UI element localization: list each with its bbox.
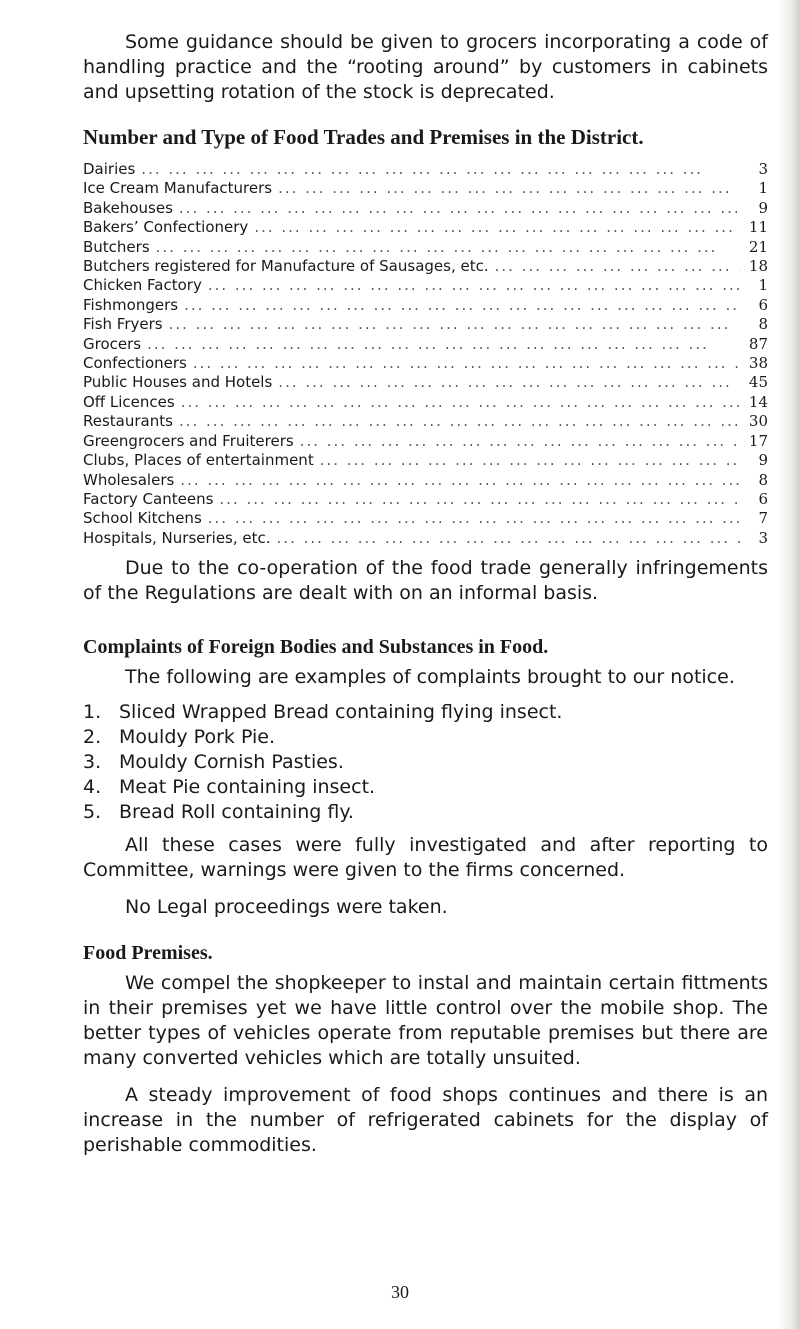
trade-count: 1 xyxy=(758,276,768,295)
trade-row xyxy=(83,432,768,451)
item-number: 5. xyxy=(83,801,102,824)
trade-label: Wholesalers xyxy=(83,470,175,489)
trade-label: Confectioners xyxy=(83,354,187,373)
trade-row xyxy=(83,471,768,490)
trade-count: 6 xyxy=(758,295,768,314)
trade-row xyxy=(83,373,768,392)
complaints-heading: Complaints of Foreign Bodies and Substances in Food. xyxy=(83,636,549,659)
trade-label: Fishmongers xyxy=(83,295,179,314)
trade-label: Clubs, Places of entertainment xyxy=(83,451,314,470)
leader-dots xyxy=(184,296,740,315)
trade-count: 3 xyxy=(758,528,768,547)
trade-count: 7 xyxy=(758,509,768,528)
list-item xyxy=(83,800,768,825)
leader-dots xyxy=(179,199,740,218)
leader-dots xyxy=(277,529,740,548)
leader-dots xyxy=(180,471,740,490)
list-item xyxy=(83,725,768,750)
leader-dots xyxy=(495,257,740,276)
trade-label: Ice Cream Manufacturers xyxy=(83,179,273,198)
leader-dots xyxy=(320,451,740,470)
item-number: 4. xyxy=(83,776,102,799)
trade-count: 3 xyxy=(758,160,768,178)
trade-label: School Kitchens xyxy=(83,509,202,528)
legal-paragraph: No Legal proceedings were taken. xyxy=(125,896,448,919)
leader-dots xyxy=(179,412,740,431)
leader-dots xyxy=(156,238,740,257)
trade-count: 6 xyxy=(758,489,768,508)
trade-count: 45 xyxy=(748,373,768,392)
trade-row xyxy=(83,354,768,373)
trade-count: 21 xyxy=(748,237,768,256)
complaints-intro: The following are examples of complaints brought to our notice. xyxy=(125,666,735,689)
list-item xyxy=(83,775,768,800)
trade-count: 8 xyxy=(758,470,768,489)
leader-dots xyxy=(208,509,740,528)
trade-label: Bakers’ Confectionery xyxy=(83,218,249,237)
trade-row xyxy=(83,412,768,431)
trade-count: 1 xyxy=(758,179,768,198)
investigation-paragraph: All these cases were fully investigated and after reporting to Committee, warnings were given to the firms concerned. xyxy=(83,834,768,882)
item-number: 1. xyxy=(83,701,102,724)
trade-row xyxy=(83,257,768,276)
leader-dots xyxy=(254,218,740,237)
leader-dots xyxy=(141,160,740,179)
trade-label: Butchers xyxy=(83,237,150,256)
trade-row xyxy=(83,199,768,218)
trade-label: Public Houses and Hotels xyxy=(83,373,273,392)
trade-label: Butchers registered for Manufacture of Sausages, etc. xyxy=(83,257,489,276)
trade-row xyxy=(83,335,768,354)
leader-dots xyxy=(193,354,740,373)
list-item xyxy=(83,750,768,775)
trade-count: 9 xyxy=(758,198,768,217)
trade-label: Bakehouses xyxy=(83,198,173,217)
trade-label: Restaurants xyxy=(83,412,173,431)
trade-label: Chicken Factory xyxy=(83,276,202,295)
trade-label: Dairies xyxy=(83,160,136,178)
trade-row xyxy=(83,160,768,179)
trade-row xyxy=(83,179,768,198)
mobile-shop-paragraph: We compel the shopkeeper to instal and maintain certain fittments in their premises yet we have little control over the mobile shop. The better types of vehicles operate from reputable premises but there are many converted vehicles which are totally unsuited. xyxy=(83,972,768,1070)
leader-dots xyxy=(278,179,740,198)
intro-paragraph: Some guidance should be given to grocers incorporating a code of handling practice and the “rooting around” by customers in cabinets and upsetting rotation of the stock is deprecated. xyxy=(83,31,768,103)
leader-dots xyxy=(169,315,740,334)
leader-dots xyxy=(219,490,740,509)
item-text: Mouldy Pork Pie. xyxy=(119,726,275,749)
leader-dots xyxy=(181,393,740,412)
item-text: Sliced Wrapped Bread containing flying insect. xyxy=(119,701,563,724)
trade-row xyxy=(83,238,768,257)
leader-dots xyxy=(278,373,740,392)
trade-count: 9 xyxy=(758,451,768,470)
document-page xyxy=(83,30,768,1158)
trade-label: Hospitals, Nurseries, etc. xyxy=(83,528,271,547)
improvement-paragraph: A steady improvement of food shops continues and there is an increase in the number of refrigerated cabinets for the display of perishable commodities. xyxy=(83,1084,768,1157)
trade-row xyxy=(83,276,768,295)
trade-row xyxy=(83,218,768,237)
food-premises-heading: Food Premises. xyxy=(83,942,213,965)
leader-dots xyxy=(208,276,740,295)
trade-row xyxy=(83,490,768,509)
trade-label: Off Licences xyxy=(83,392,175,411)
page-edge-shadow xyxy=(778,0,800,1329)
item-number: 2. xyxy=(83,726,102,749)
item-number: 3. xyxy=(83,751,102,774)
list-item xyxy=(83,700,768,725)
cooperation-paragraph: Due to the co-operation of the food trade generally infringements of the Regulations are dealt with on an informal basis. xyxy=(83,557,768,605)
page-number: 30 xyxy=(391,1282,409,1302)
complaint-list xyxy=(83,700,768,825)
leader-dots xyxy=(300,432,740,451)
trade-label: Greengrocers and Fruiterers xyxy=(83,431,294,450)
trade-label: Factory Canteens xyxy=(83,489,214,508)
trade-row xyxy=(83,393,768,412)
trade-label: Fish Fryers xyxy=(83,315,163,334)
trade-row xyxy=(83,296,768,315)
trade-count: 17 xyxy=(748,431,768,450)
trade-row xyxy=(83,451,768,470)
trade-count: 8 xyxy=(758,315,768,334)
trade-count: 18 xyxy=(748,257,768,276)
leader-dots xyxy=(147,335,740,354)
trade-row xyxy=(83,509,768,528)
trade-count: 30 xyxy=(748,412,768,431)
trades-table xyxy=(83,160,768,548)
trade-count: 11 xyxy=(748,218,768,237)
trades-heading: Number and Type of Food Trades and Premises in the District. xyxy=(83,125,644,149)
item-text: Mouldy Cornish Pasties. xyxy=(119,751,344,774)
trade-label: Grocers xyxy=(83,334,142,353)
trade-row xyxy=(83,315,768,334)
item-text: Bread Roll containing fly. xyxy=(119,801,354,824)
trade-count: 14 xyxy=(748,392,768,411)
item-text: Meat Pie containing insect. xyxy=(119,776,376,799)
trade-count: 38 xyxy=(748,354,768,373)
trade-row xyxy=(83,529,768,548)
trade-count: 87 xyxy=(748,334,768,353)
